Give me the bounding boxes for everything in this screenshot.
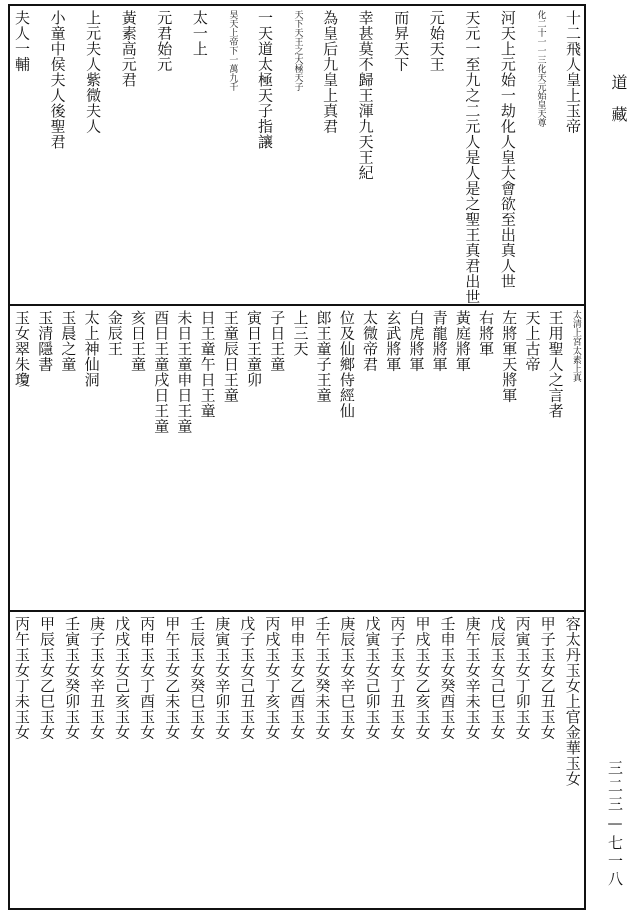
register-bottom (10, 612, 584, 908)
text-column (288, 616, 307, 904)
text-column: 未日王童申日王童 (175, 310, 194, 434)
text-column (540, 616, 555, 904)
jade-maiden-name: 戊戌玉女 (113, 616, 132, 678)
text-column: 郎王童子王童 (314, 310, 333, 403)
text-column (263, 616, 282, 904)
text-frame (8, 4, 586, 910)
text-column: 元始天王 (427, 10, 446, 72)
text-column: 白虎將軍 (407, 310, 426, 372)
jade-maiden-name: 壬午玉女 (313, 616, 332, 678)
text-column: 元君始元 (155, 10, 174, 72)
jade-maiden-name: 壬辰玉女 (188, 616, 207, 678)
text-column: 天元一至九之二元人是人是之聖王真君出世 (463, 10, 482, 305)
jade-maiden-name: 辛卯玉女 (213, 678, 232, 740)
text-column: 幸甚莫不歸王渾九天王紀 (356, 10, 375, 181)
text-column: 太微帝君 (361, 310, 380, 372)
jade-maiden-name: 戊辰玉女 (488, 616, 507, 678)
jade-maiden-name: 丁亥玉女 (263, 678, 282, 740)
jade-maiden-name: 己丑玉女 (238, 678, 257, 740)
jade-maiden-name: 癸未玉女 (313, 678, 332, 740)
text-column: 王童辰日王童 (221, 310, 240, 403)
jade-maiden-name: 丙申玉女 (138, 616, 157, 678)
text-column-annotation: 太清上宮太素上真 (570, 310, 581, 382)
text-column-annotation: 天下天王之大極天子 (292, 10, 303, 91)
text-column: 酉日王童戌日王童 (152, 310, 171, 434)
text-column (38, 616, 57, 904)
text-column: 日王童午日王童 (198, 310, 217, 419)
text-column (188, 616, 207, 904)
canon-title: 道藏 (609, 74, 628, 138)
text-column (388, 616, 407, 904)
text-column: 王用聖人之言者 (546, 310, 565, 419)
text-column (515, 616, 530, 904)
text-column: 子日王童 (268, 310, 287, 372)
text-column (313, 616, 332, 904)
text-column (238, 616, 257, 904)
text-column: 玉清隱書 (36, 310, 55, 372)
text-column: 亥日王童 (129, 310, 148, 372)
jade-maiden-name: 丁丑玉女 (388, 678, 407, 740)
text-column: 為皇后九皇上真君 (321, 10, 340, 134)
text-column-annotation: 昊天上帝下一萬九千 (227, 10, 238, 91)
jade-maiden-name: 乙未玉女 (163, 678, 182, 740)
jade-maiden-name: 庚辰玉女 (338, 616, 357, 678)
column-group-top (13, 10, 582, 305)
jade-maiden-name: 辛巳玉女 (338, 678, 357, 740)
column-group-middle (14, 310, 580, 606)
text-column (63, 616, 82, 904)
text-column: 小童中侯夫人後聖君 (48, 10, 67, 150)
text-column: 而昇天下 (392, 10, 411, 72)
jade-maiden-name: 己卯玉女 (363, 678, 382, 740)
text-column (363, 616, 382, 904)
jade-maiden-name: 癸巳玉女 (188, 678, 207, 740)
jade-maiden-name: 丁卯玉女 (513, 678, 532, 740)
jade-maiden-name: 乙丑玉女 (538, 678, 557, 740)
text-column: 上元夫人紫微夫人 (84, 10, 103, 134)
jade-maiden-name: 壬寅玉女 (63, 616, 82, 678)
text-column (88, 616, 107, 904)
jade-maiden-name: 甲戌玉女 (413, 616, 432, 678)
text-column (465, 616, 480, 904)
text-column: 位及仙鄉侍經仙 (337, 310, 356, 419)
jade-maiden-name: 上官金華玉女 (563, 693, 582, 787)
text-column: 太上神仙洞 (82, 310, 101, 388)
jade-maiden-name: 庚寅玉女 (213, 616, 232, 678)
text-column (338, 616, 357, 904)
jade-maiden-name: 戊寅玉女 (363, 616, 382, 678)
text-column: 玄武將軍 (384, 310, 403, 372)
register-top (10, 6, 584, 304)
jade-maiden-name: 甲辰玉女 (38, 616, 57, 678)
text-column: 一天道太極天子指讓 (255, 10, 274, 150)
text-column: 左將軍天將軍 (500, 310, 519, 403)
text-column (415, 616, 430, 904)
jade-maiden-name: 庚午玉女 (463, 616, 482, 678)
text-column: 寅日王童卯 (245, 310, 264, 388)
jade-maiden-name: 己亥玉女 (113, 678, 132, 740)
jade-maiden-name: 辛未玉女 (463, 678, 482, 740)
text-column: 天上古帝 (523, 310, 542, 372)
text-column (565, 616, 580, 904)
text-column (14, 616, 29, 904)
jade-maiden-name: 容太丹玉女 (563, 616, 582, 694)
jade-maiden-name: 壬申玉女 (438, 616, 457, 678)
text-column: 玉女翠朱瓊 (13, 310, 31, 388)
text-column: 黃素高元君 (119, 10, 138, 88)
column-group-bottom (14, 616, 580, 904)
text-column: 黃庭將軍 (453, 310, 472, 372)
jade-maiden-name: 辛丑玉女 (88, 678, 107, 740)
jade-maiden-name: 戊子玉女 (238, 616, 257, 678)
jade-maiden-name: 丙子玉女 (388, 616, 407, 678)
jade-maiden-name: 甲子玉女 (538, 616, 557, 678)
jade-maiden-name: 乙亥玉女 (413, 678, 432, 740)
jade-maiden-name: 甲申玉女 (288, 616, 307, 678)
text-column (113, 616, 132, 904)
outer-margin (586, 0, 640, 914)
text-column: 青龍將軍 (430, 310, 449, 372)
jade-maiden-name: 癸酉玉女 (438, 678, 457, 740)
jade-maiden-name: 丁未玉女 (13, 678, 31, 740)
text-column (490, 616, 505, 904)
text-column: 十二飛人皇上玉帝 (564, 10, 582, 134)
text-column: 上三天 (291, 310, 310, 357)
text-column: 夫人一輔 (13, 10, 31, 72)
jade-maiden-name: 癸卯玉女 (63, 678, 82, 740)
jade-maiden-name: 丙午玉女 (13, 616, 31, 678)
jade-maiden-name: 己巳玉女 (488, 678, 507, 740)
text-column: 太一上 (190, 10, 209, 57)
register-middle (10, 306, 584, 610)
jade-maiden-name: 丙戌玉女 (263, 616, 282, 678)
jade-maiden-name: 乙巳玉女 (38, 678, 57, 740)
jade-maiden-name: 庚子玉女 (88, 616, 107, 678)
text-column (138, 616, 157, 904)
jade-maiden-name: 丙寅玉女 (513, 616, 532, 678)
text-column: 河天上元始一劫化人皇大會欲至出真人世 (498, 10, 517, 289)
text-column (213, 616, 232, 904)
text-column-annotation: 化二十一一三化天元始皇天尊 (535, 10, 546, 127)
page-number: 三二三—七一八 (606, 760, 624, 889)
jade-maiden-name: 乙酉玉女 (288, 678, 307, 740)
text-column (163, 616, 182, 904)
text-column: 金辰王 (105, 310, 124, 357)
jade-maiden-name: 丁酉玉女 (138, 678, 157, 740)
text-column (440, 616, 455, 904)
text-column: 右將軍 (477, 310, 496, 357)
text-column: 玉晨之童 (59, 310, 78, 372)
jade-maiden-name: 甲午玉女 (163, 616, 182, 678)
